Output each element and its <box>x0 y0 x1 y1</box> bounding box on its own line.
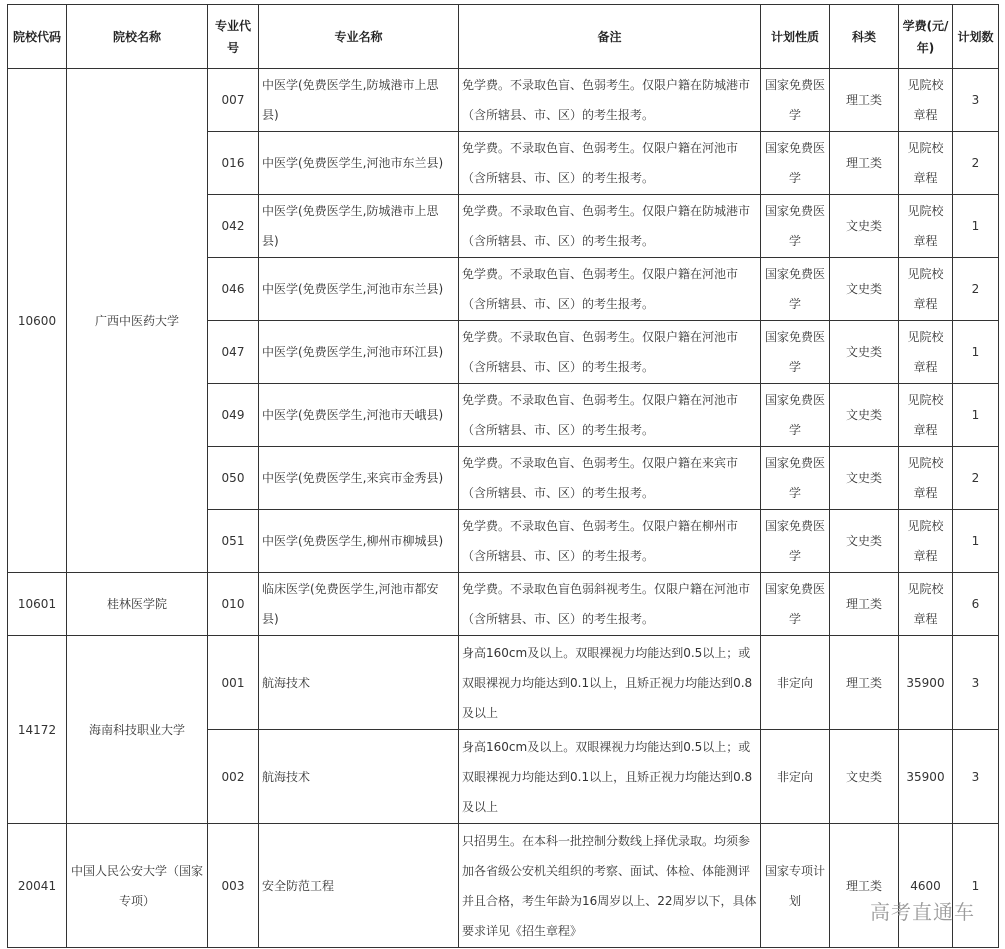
fee: 见院校章程 <box>899 384 953 447</box>
note: 免学费。不录取色盲、色弱考生。仅限户籍在防城港市（含所辖县、市、区）的考生报考。 <box>459 69 761 132</box>
plan-nature: 非定向 <box>761 636 830 730</box>
fee: 4600 <box>899 824 953 948</box>
major-code: 047 <box>208 321 259 384</box>
plan-count: 2 <box>953 447 999 510</box>
fee: 见院校章程 <box>899 510 953 573</box>
category: 文史类 <box>830 447 899 510</box>
category: 理工类 <box>830 573 899 636</box>
major-code: 016 <box>208 132 259 195</box>
major-name: 安全防范工程 <box>259 824 459 948</box>
category: 文史类 <box>830 258 899 321</box>
major-code: 050 <box>208 447 259 510</box>
category: 理工类 <box>830 824 899 948</box>
plan-count: 1 <box>953 824 999 948</box>
category: 文史类 <box>830 384 899 447</box>
header-note: 备注 <box>459 5 761 69</box>
category: 理工类 <box>830 636 899 730</box>
school-code: 10601 <box>8 573 67 636</box>
note: 身高160cm及以上。双眼裸视力均能达到0.5以上；或双眼裸视力均能达到0.1以上，且矫正视力均能达到0.8及以上 <box>459 730 761 824</box>
school-name: 海南科技职业大学 <box>67 636 208 824</box>
major-code: 007 <box>208 69 259 132</box>
fee: 见院校章程 <box>899 132 953 195</box>
fee: 见院校章程 <box>899 321 953 384</box>
major-name: 中医学(免费医学生,防城港市上思县) <box>259 69 459 132</box>
school-name: 中国人民公安大学（国家专项） <box>67 824 208 948</box>
fee: 见院校章程 <box>899 573 953 636</box>
major-name: 临床医学(免费医学生,河池市都安县) <box>259 573 459 636</box>
note: 免学费。不录取色盲、色弱考生。仅限户籍在河池市（含所辖县、市、区）的考生报考。 <box>459 132 761 195</box>
category: 理工类 <box>830 132 899 195</box>
header-plan-nature: 计划性质 <box>761 5 830 69</box>
major-code: 010 <box>208 573 259 636</box>
plan-nature: 国家免费医学 <box>761 132 830 195</box>
plan-nature: 国家免费医学 <box>761 321 830 384</box>
plan-nature: 国家免费医学 <box>761 258 830 321</box>
plan-count: 2 <box>953 258 999 321</box>
fee: 35900 <box>899 730 953 824</box>
major-name: 中医学(免费医学生,来宾市金秀县) <box>259 447 459 510</box>
plan-count: 1 <box>953 510 999 573</box>
plan-nature: 国家免费医学 <box>761 384 830 447</box>
major-code: 051 <box>208 510 259 573</box>
plan-nature: 国家免费医学 <box>761 195 830 258</box>
category: 文史类 <box>830 510 899 573</box>
fee: 见院校章程 <box>899 447 953 510</box>
school-code: 14172 <box>8 636 67 824</box>
major-name: 中医学(免费医学生,柳州市柳城县) <box>259 510 459 573</box>
admission-plan-table <box>7 4 999 948</box>
header-row <box>8 5 999 69</box>
plan-count: 1 <box>953 195 999 258</box>
plan-nature: 非定向 <box>761 730 830 824</box>
table-row <box>8 573 999 636</box>
category: 理工类 <box>830 69 899 132</box>
note: 只招男生。在本科一批控制分数线上择优录取。均须参加各省级公安机关组织的考察、面试、体检、体能测评并且合格，考生年龄为16周岁以上、22周岁以下，具体要求详见《招生章程》 <box>459 824 761 948</box>
major-code: 046 <box>208 258 259 321</box>
header-plan-count: 计划数 <box>953 5 999 69</box>
plan-count: 3 <box>953 730 999 824</box>
note: 免学费。不录取色盲色弱斜视考生。仅限户籍在河池市（含所辖县、市、区）的考生报考。 <box>459 573 761 636</box>
note: 免学费。不录取色盲、色弱考生。仅限户籍在柳州市（含所辖县、市、区）的考生报考。 <box>459 510 761 573</box>
major-code: 042 <box>208 195 259 258</box>
plan-nature: 国家免费医学 <box>761 510 830 573</box>
header-category: 科类 <box>830 5 899 69</box>
major-code: 049 <box>208 384 259 447</box>
header-school-name: 院校名称 <box>67 5 208 69</box>
school-name: 桂林医学院 <box>67 573 208 636</box>
category: 文史类 <box>830 730 899 824</box>
plan-count: 3 <box>953 636 999 730</box>
header-major-code: 专业代号 <box>208 5 259 69</box>
plan-count: 1 <box>953 384 999 447</box>
fee: 见院校章程 <box>899 195 953 258</box>
category: 文史类 <box>830 195 899 258</box>
fee: 见院校章程 <box>899 258 953 321</box>
table-row <box>8 69 999 132</box>
category: 文史类 <box>830 321 899 384</box>
note: 免学费。不录取色盲、色弱考生。仅限户籍在防城港市（含所辖县、市、区）的考生报考。 <box>459 195 761 258</box>
major-code: 001 <box>208 636 259 730</box>
plan-nature: 国家免费医学 <box>761 573 830 636</box>
note: 免学费。不录取色盲、色弱考生。仅限户籍在河池市（含所辖县、市、区）的考生报考。 <box>459 258 761 321</box>
plan-count: 2 <box>953 132 999 195</box>
fee: 35900 <box>899 636 953 730</box>
major-name: 航海技术 <box>259 730 459 824</box>
major-name: 中医学(免费医学生,河池市天峨县) <box>259 384 459 447</box>
note: 免学费。不录取色盲、色弱考生。仅限户籍在河池市（含所辖县、市、区）的考生报考。 <box>459 384 761 447</box>
plan-count: 3 <box>953 69 999 132</box>
table-row <box>8 824 999 948</box>
major-code: 002 <box>208 730 259 824</box>
header-fee: 学费(元/年) <box>899 5 953 69</box>
header-school-code: 院校代码 <box>8 5 67 69</box>
plan-nature: 国家专项计划 <box>761 824 830 948</box>
note: 身高160cm及以上。双眼裸视力均能达到0.5以上；或双眼裸视力均能达到0.1以上，且矫正视力均能达到0.8及以上 <box>459 636 761 730</box>
note: 免学费。不录取色盲、色弱考生。仅限户籍在河池市（含所辖县、市、区）的考生报考。 <box>459 321 761 384</box>
school-name: 广西中医药大学 <box>67 69 208 573</box>
fee: 见院校章程 <box>899 69 953 132</box>
plan-nature: 国家免费医学 <box>761 69 830 132</box>
major-name: 航海技术 <box>259 636 459 730</box>
plan-nature: 国家免费医学 <box>761 447 830 510</box>
major-code: 003 <box>208 824 259 948</box>
watermark: 高考直通车 <box>870 900 975 924</box>
major-name: 中医学(免费医学生,河池市环江县) <box>259 321 459 384</box>
plan-count: 6 <box>953 573 999 636</box>
school-code: 10600 <box>8 69 67 573</box>
major-name: 中医学(免费医学生,河池市东兰县) <box>259 132 459 195</box>
school-code: 20041 <box>8 824 67 948</box>
header-major-name: 专业名称 <box>259 5 459 69</box>
plan-count: 1 <box>953 321 999 384</box>
table-row <box>8 636 999 730</box>
major-name: 中医学(免费医学生,防城港市上思县) <box>259 195 459 258</box>
major-name: 中医学(免费医学生,河池市东兰县) <box>259 258 459 321</box>
note: 免学费。不录取色盲、色弱考生。仅限户籍在来宾市（含所辖县、市、区）的考生报考。 <box>459 447 761 510</box>
